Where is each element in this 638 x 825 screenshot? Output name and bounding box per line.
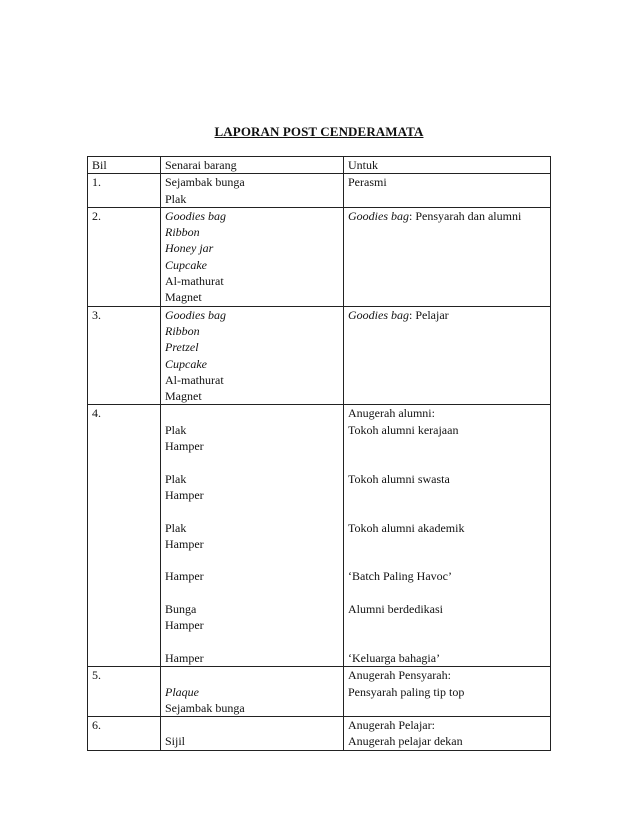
row-items <box>161 405 344 667</box>
untuk-text: Anugerah Pelajar: <box>348 718 435 733</box>
untuk-text: Pensyarah paling tip top <box>348 684 465 699</box>
item-text: Plak <box>165 191 187 206</box>
row-bil: 6. <box>88 717 161 751</box>
row-untuk <box>344 306 551 405</box>
untuk-italic: Goodies bag <box>348 208 409 223</box>
item-text: Al-mathurat <box>165 274 224 289</box>
header-bil: Bil <box>88 157 161 174</box>
item-text: Hamper <box>165 487 204 502</box>
untuk-text: Anugerah pelajar dekan <box>348 734 463 749</box>
cenderamata-table <box>87 156 551 751</box>
item-text: Sijil <box>165 734 186 749</box>
row-bil: 5. <box>88 667 161 717</box>
row-bil: 4. <box>88 405 161 667</box>
table-row <box>88 717 551 751</box>
item-text: Hamper <box>165 618 204 633</box>
untuk-text: Alumni berdedikasi <box>348 602 443 617</box>
item-text: Ribbon <box>165 323 200 338</box>
untuk-italic: Goodies bag <box>348 307 409 322</box>
untuk-text: ‘Batch Paling Havoc’ <box>348 569 452 584</box>
item-text: Bunga <box>165 602 197 617</box>
row-items <box>161 717 344 751</box>
item-text: Goodies bag <box>165 307 226 322</box>
untuk-text: Anugerah Pensyarah: <box>348 668 451 683</box>
untuk-text: Anugerah alumni: <box>348 406 435 421</box>
untuk-text: Tokoh alumni kerajaan <box>348 422 459 437</box>
untuk-text <box>348 208 550 224</box>
row-bil: 1. <box>88 174 161 208</box>
item-text: Goodies bag <box>165 208 226 223</box>
row-untuk <box>344 667 551 717</box>
item-text: Al-mathurat <box>165 372 224 387</box>
table-row <box>88 306 551 405</box>
table-row <box>88 405 551 667</box>
table-header-row <box>88 157 551 174</box>
item-text: Honey jar <box>165 241 214 256</box>
item-text: Ribbon <box>165 225 200 240</box>
row-untuk <box>344 207 551 306</box>
header-untuk: Untuk <box>344 157 551 174</box>
item-text: Plak <box>165 422 187 437</box>
untuk-text: ‘Keluarga bahagia’ <box>348 650 441 665</box>
item-text: Sejambak bunga <box>165 700 245 715</box>
item-text: Plak <box>165 471 187 486</box>
row-untuk <box>344 405 551 667</box>
item-text: Cupcake <box>165 257 207 272</box>
untuk-rest: : Pelajar <box>409 307 449 322</box>
row-bil: 2. <box>88 207 161 306</box>
header-senarai-barang: Senarai barang <box>161 157 344 174</box>
untuk-rest: : Pensyarah dan alumni <box>409 208 522 223</box>
document-title: LAPORAN POST CENDERAMATA <box>214 124 424 139</box>
row-untuk <box>344 174 551 208</box>
item-text: Magnet <box>165 389 202 404</box>
table-row <box>88 174 551 208</box>
untuk-text: Perasmi <box>348 175 387 190</box>
item-text: Plaque <box>165 684 199 699</box>
row-bil: 3. <box>88 306 161 405</box>
table-row <box>88 667 551 717</box>
row-untuk <box>344 717 551 751</box>
item-text: Cupcake <box>165 356 207 371</box>
item-text: Plak <box>165 520 187 535</box>
item-text: Pretzel <box>165 340 199 355</box>
item-text: Hamper <box>165 439 204 454</box>
row-items <box>161 667 344 717</box>
row-items <box>161 306 344 405</box>
row-items <box>161 174 344 208</box>
item-text: Hamper <box>165 536 204 551</box>
untuk-text: Tokoh alumni akademik <box>348 520 465 535</box>
table-row <box>88 207 551 306</box>
untuk-text <box>348 307 550 323</box>
item-text: Hamper <box>165 650 204 665</box>
item-text: Hamper <box>165 569 204 584</box>
untuk-text: Tokoh alumni swasta <box>348 471 450 486</box>
row-items <box>161 207 344 306</box>
item-text: Sejambak bunga <box>165 175 245 190</box>
item-text: Magnet <box>165 290 202 305</box>
